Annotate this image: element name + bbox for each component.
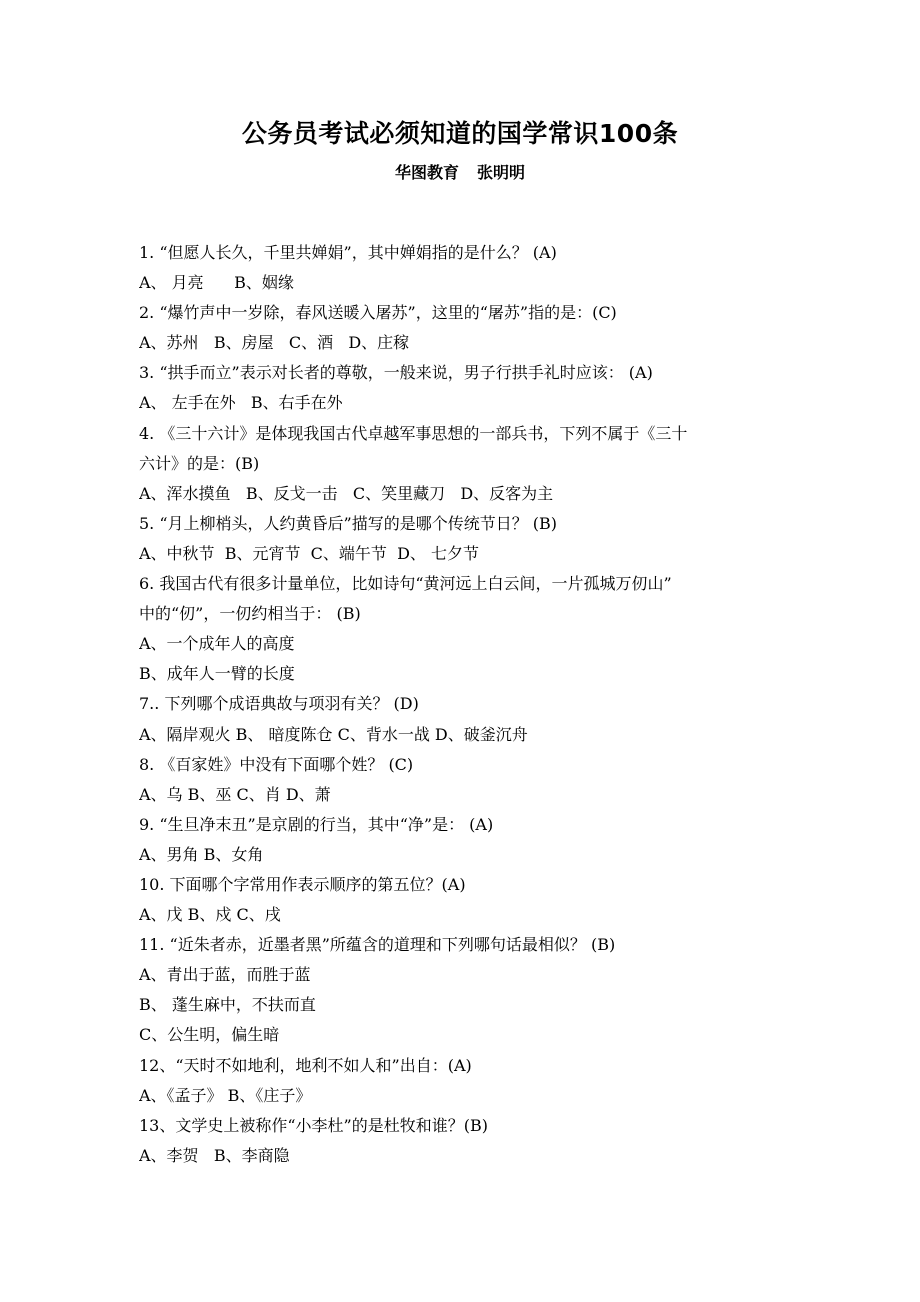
text-line: A、浑水摸鱼 B、反戈一击 C、笑里藏刀 D、反客为主 bbox=[139, 483, 554, 503]
text-line: A、男角 B、女角 bbox=[139, 844, 264, 864]
text-line: 6. 我国古代有很多计量单位，比如诗句“黄河远上白云间，一片孤城万仞山” bbox=[139, 574, 672, 594]
text-line: 13、文学史上被称作“小李杜”的是杜牧和谁？(B) bbox=[139, 1115, 488, 1135]
text-line: 9. “生旦净末丑”是京剧的行当，其中“净”是： (A) bbox=[139, 814, 494, 834]
text-line: 1. “但愿人长久，千里共婵娟”，其中婵娟指的是什么？ (A) bbox=[139, 243, 557, 262]
text-line: C、公生明，偏生暗 bbox=[139, 1025, 280, 1045]
document-title: 公务员考试必须知道的国学常识100条 bbox=[241, 119, 679, 148]
author-line bbox=[0, 161, 920, 185]
author-organization: 华图教育 bbox=[394, 163, 459, 182]
text-line: 8. 《百家姓》中没有下面哪个姓？ (C) bbox=[139, 754, 414, 774]
text-line: A、 左手在外 B、右手在外 bbox=[139, 393, 343, 413]
text-line: A、 月亮 B、姻缘 bbox=[139, 273, 294, 293]
text-line: A、一个成年人的高度 bbox=[139, 634, 295, 654]
text-line: A、戊 B、戍 C、戌 bbox=[139, 905, 281, 925]
author-name: 张明明 bbox=[477, 163, 526, 182]
text-line: 10. 下面哪个字常用作表示顺序的第五位？(A) bbox=[139, 874, 466, 894]
text-line: 六计》的是：(B) bbox=[139, 453, 260, 473]
text-line: 11. “近朱者赤，近墨者黑”所蕴含的道理和下列哪句话最相似？ (B) bbox=[139, 935, 616, 955]
text-line: A、隔岸观火 B、 暗度陈仓 C、背水一战 D、破釜沉舟 bbox=[139, 724, 528, 744]
question-list bbox=[139, 238, 789, 1171]
text-line: 3. “拱手而立”表示对长者的尊敬，一般来说，男子行拱手礼时应该： (A) bbox=[139, 363, 653, 383]
text-line: A、《孟子》 B、《庄子》 bbox=[139, 1085, 312, 1105]
text-line: A、苏州 B、房屋 C、酒 D、庄稼 bbox=[139, 333, 410, 353]
text-line: A、青出于蓝，而胜于蓝 bbox=[139, 965, 311, 985]
text-line: B、 蓬生麻中，不扶而直 bbox=[139, 995, 316, 1015]
text-line: 5. “月上柳梢头，人约黄昏后”描写的是哪个传统节日？ (B) bbox=[139, 513, 558, 533]
text-line: 中的“仞”，一仞约相当于： (B) bbox=[139, 604, 361, 624]
text-line: B、成年人一臂的长度 bbox=[139, 664, 295, 684]
text-line: A、中秋节 B、元宵节 C、端午节 D、 七夕节 bbox=[139, 543, 479, 563]
text-line: 12、“天时不如地利，地利不如人和”出自：(A) bbox=[139, 1055, 472, 1075]
text-line: 7.. 下列哪个成语典故与项羽有关？ (D) bbox=[139, 694, 419, 714]
text-line: A、李贺 B、李商隐 bbox=[139, 1145, 290, 1165]
text-line: 4. 《三十六计》是体现我国古代卓越军事思想的一部兵书，下列不属于《三十 bbox=[139, 423, 688, 443]
text-line: A、乌 B、巫 C、肖 D、萧 bbox=[139, 784, 331, 804]
text-line: 2. “爆竹声中一岁除，春风送暖入屠苏”，这里的“屠苏”指的是：(C) bbox=[139, 303, 617, 323]
